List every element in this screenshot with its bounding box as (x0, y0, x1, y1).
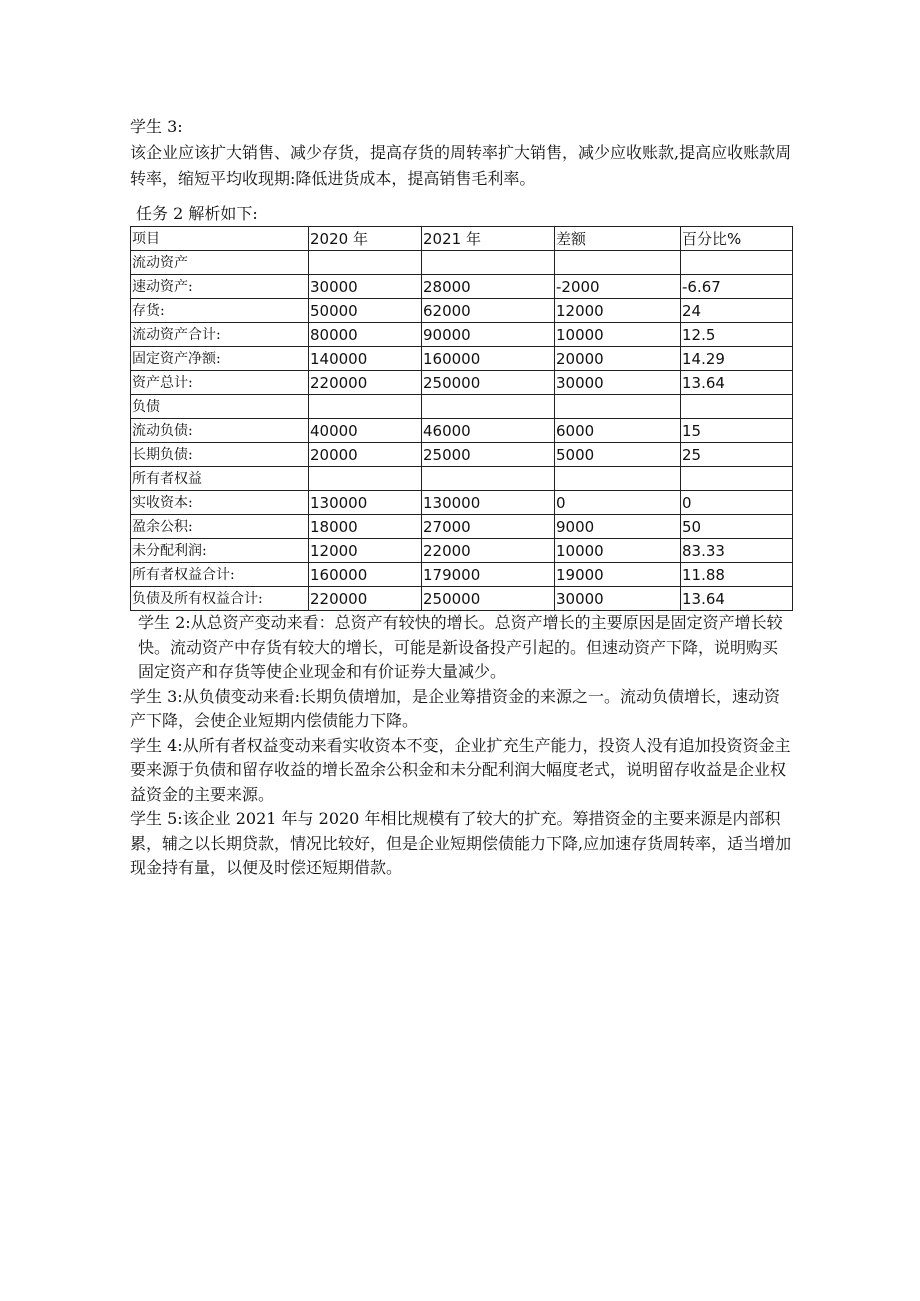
table-cell: 250000 (422, 371, 555, 395)
table-cell: 22000 (422, 539, 555, 563)
table-cell: 14.29 (681, 347, 793, 371)
table-row (131, 347, 793, 371)
table-row (131, 371, 793, 395)
row-label: 长期负债: (131, 443, 309, 467)
table-cell: 20000 (555, 347, 681, 371)
table-row (131, 467, 793, 491)
table-cell: 18000 (309, 515, 422, 539)
table-cell: 24 (681, 299, 793, 323)
table-cell (681, 251, 793, 275)
table-row (131, 299, 793, 323)
row-label: 负债 (131, 395, 309, 419)
table-cell: 20000 (309, 443, 422, 467)
table-header-row (131, 227, 793, 251)
analysis-section (130, 611, 792, 881)
table-cell (422, 395, 555, 419)
table-cell (309, 251, 422, 275)
table-cell: 62000 (422, 299, 555, 323)
table-cell (422, 251, 555, 275)
table-cell: 50000 (309, 299, 422, 323)
table-cell: 19000 (555, 563, 681, 587)
table-cell: 130000 (422, 491, 555, 515)
table-cell: 12000 (555, 299, 681, 323)
row-label: 存货: (131, 299, 309, 323)
row-label: 资产总计: (131, 371, 309, 395)
row-label: 负债及所有权益合计: (131, 587, 309, 611)
table-cell: 0 (681, 491, 793, 515)
analysis-paragraph: 学生 3:从负债变动来看:长期负债增加，是企业筹措资金的来源之一。流动负债增长，速动资产下降，会使企业短期内偿债能力下降。 (130, 686, 781, 730)
table-cell (681, 467, 793, 491)
intro-heading: 学生 3: (130, 117, 183, 136)
table-cell: 15 (681, 419, 793, 443)
row-label: 流动资产 (131, 251, 309, 275)
table-cell: 11.88 (681, 563, 793, 587)
row-label: 流动资产合计: (131, 323, 309, 347)
row-label: 固定资产净额: (131, 347, 309, 371)
table-row (131, 323, 793, 347)
table-cell: 6000 (555, 419, 681, 443)
row-label: 所有者权益合计: (131, 563, 309, 587)
table-row (131, 395, 793, 419)
intro-text: 该企业应该扩大销售、减少存货，提高存货的周转率扩大销售，减少应收账款,提高应收账款周转率，缩短平均收现期:降低进货成本，提高销售毛利率。 (130, 143, 792, 188)
row-label: 速动资产: (131, 275, 309, 299)
table-row (131, 251, 793, 275)
row-label: 未分配利润: (131, 539, 309, 563)
table-cell: 12000 (309, 539, 422, 563)
table-row (131, 515, 793, 539)
column-header: 2021 年 (422, 227, 555, 251)
table-cell: 13.64 (681, 587, 793, 611)
table-row (131, 419, 793, 443)
table-cell (422, 467, 555, 491)
table-cell: 9000 (555, 515, 681, 539)
table-cell: -6.67 (681, 275, 793, 299)
document-body (130, 114, 792, 881)
table-row (131, 491, 793, 515)
table-cell: 30000 (555, 587, 681, 611)
table-cell: 179000 (422, 563, 555, 587)
table-cell: 140000 (309, 347, 422, 371)
table-cell (309, 467, 422, 491)
row-label: 盈余公积: (131, 515, 309, 539)
table-cell: 50 (681, 515, 793, 539)
table-row (131, 275, 793, 299)
table-cell: 90000 (422, 323, 555, 347)
table-row (131, 443, 793, 467)
row-label: 所有者权益 (131, 467, 309, 491)
table-cell: 25000 (422, 443, 555, 467)
table-cell: 220000 (309, 587, 422, 611)
table-row (131, 587, 793, 611)
row-label: 流动负债: (131, 419, 309, 443)
table-cell: 250000 (422, 587, 555, 611)
table-cell: 13.64 (681, 371, 793, 395)
row-label: 实收资本: (131, 491, 309, 515)
table-cell: 5000 (555, 443, 681, 467)
table-cell: 10000 (555, 323, 681, 347)
table-cell (555, 395, 681, 419)
table-cell: 160000 (422, 347, 555, 371)
table-cell: 12.5 (681, 323, 793, 347)
table-cell: 40000 (309, 419, 422, 443)
table-cell: 30000 (309, 275, 422, 299)
table-cell: 80000 (309, 323, 422, 347)
table-cell (681, 395, 793, 419)
table-row (131, 563, 793, 587)
table-cell (309, 395, 422, 419)
table-cell: 27000 (422, 515, 555, 539)
column-header: 2020 年 (309, 227, 422, 251)
column-header: 项目 (131, 227, 309, 251)
table-cell: 10000 (555, 539, 681, 563)
balance-sheet-table (130, 226, 793, 611)
table-cell: 130000 (309, 491, 422, 515)
table-caption: 任务 2 解析如下: (136, 204, 258, 223)
column-header: 差额 (555, 227, 681, 251)
table-cell: -2000 (555, 275, 681, 299)
analysis-paragraph: 学生 2:从总资产变动来看：总资产有较快的增长。总资产增长的主要原因是固定资产增长较快。流动资产中存货有较大的增长，可能是新设备投产引起的。但速动资产下降，说明购买固定资产和存货等使企业现金和有价证券大量减少。 (138, 613, 783, 681)
analysis-paragraph: 学生 4:从所有者权益变动来看实收资本不变，企业扩充生产能力，投资人没有追加投资资金主要来源于负债和留存收益的增长盈余公积金和未分配利润大幅度老式，说明留存收益是企业权益资金的主要来源。 (130, 735, 791, 804)
table-cell: 30000 (555, 371, 681, 395)
table-cell (555, 467, 681, 491)
table-cell: 46000 (422, 419, 555, 443)
column-header: 百分比% (681, 227, 793, 251)
table-cell (555, 251, 681, 275)
table-cell: 0 (555, 491, 681, 515)
table-row (131, 539, 793, 563)
table-cell: 25 (681, 443, 793, 467)
table-cell: 160000 (309, 563, 422, 587)
table-cell: 83.33 (681, 539, 793, 563)
table-cell: 28000 (422, 275, 555, 299)
analysis-paragraph: 学生 5:该企业 2021 年与 2020 年相比规模有了较大的扩充。筹措资金的主要来源是内部积累，辅之以长期贷款，情况比较好，但是企业短期偿债能力下降,应加速存货周转率，适当增加现金持有量，以便及时偿还短期借款。 (130, 809, 792, 877)
table-cell: 220000 (309, 371, 422, 395)
